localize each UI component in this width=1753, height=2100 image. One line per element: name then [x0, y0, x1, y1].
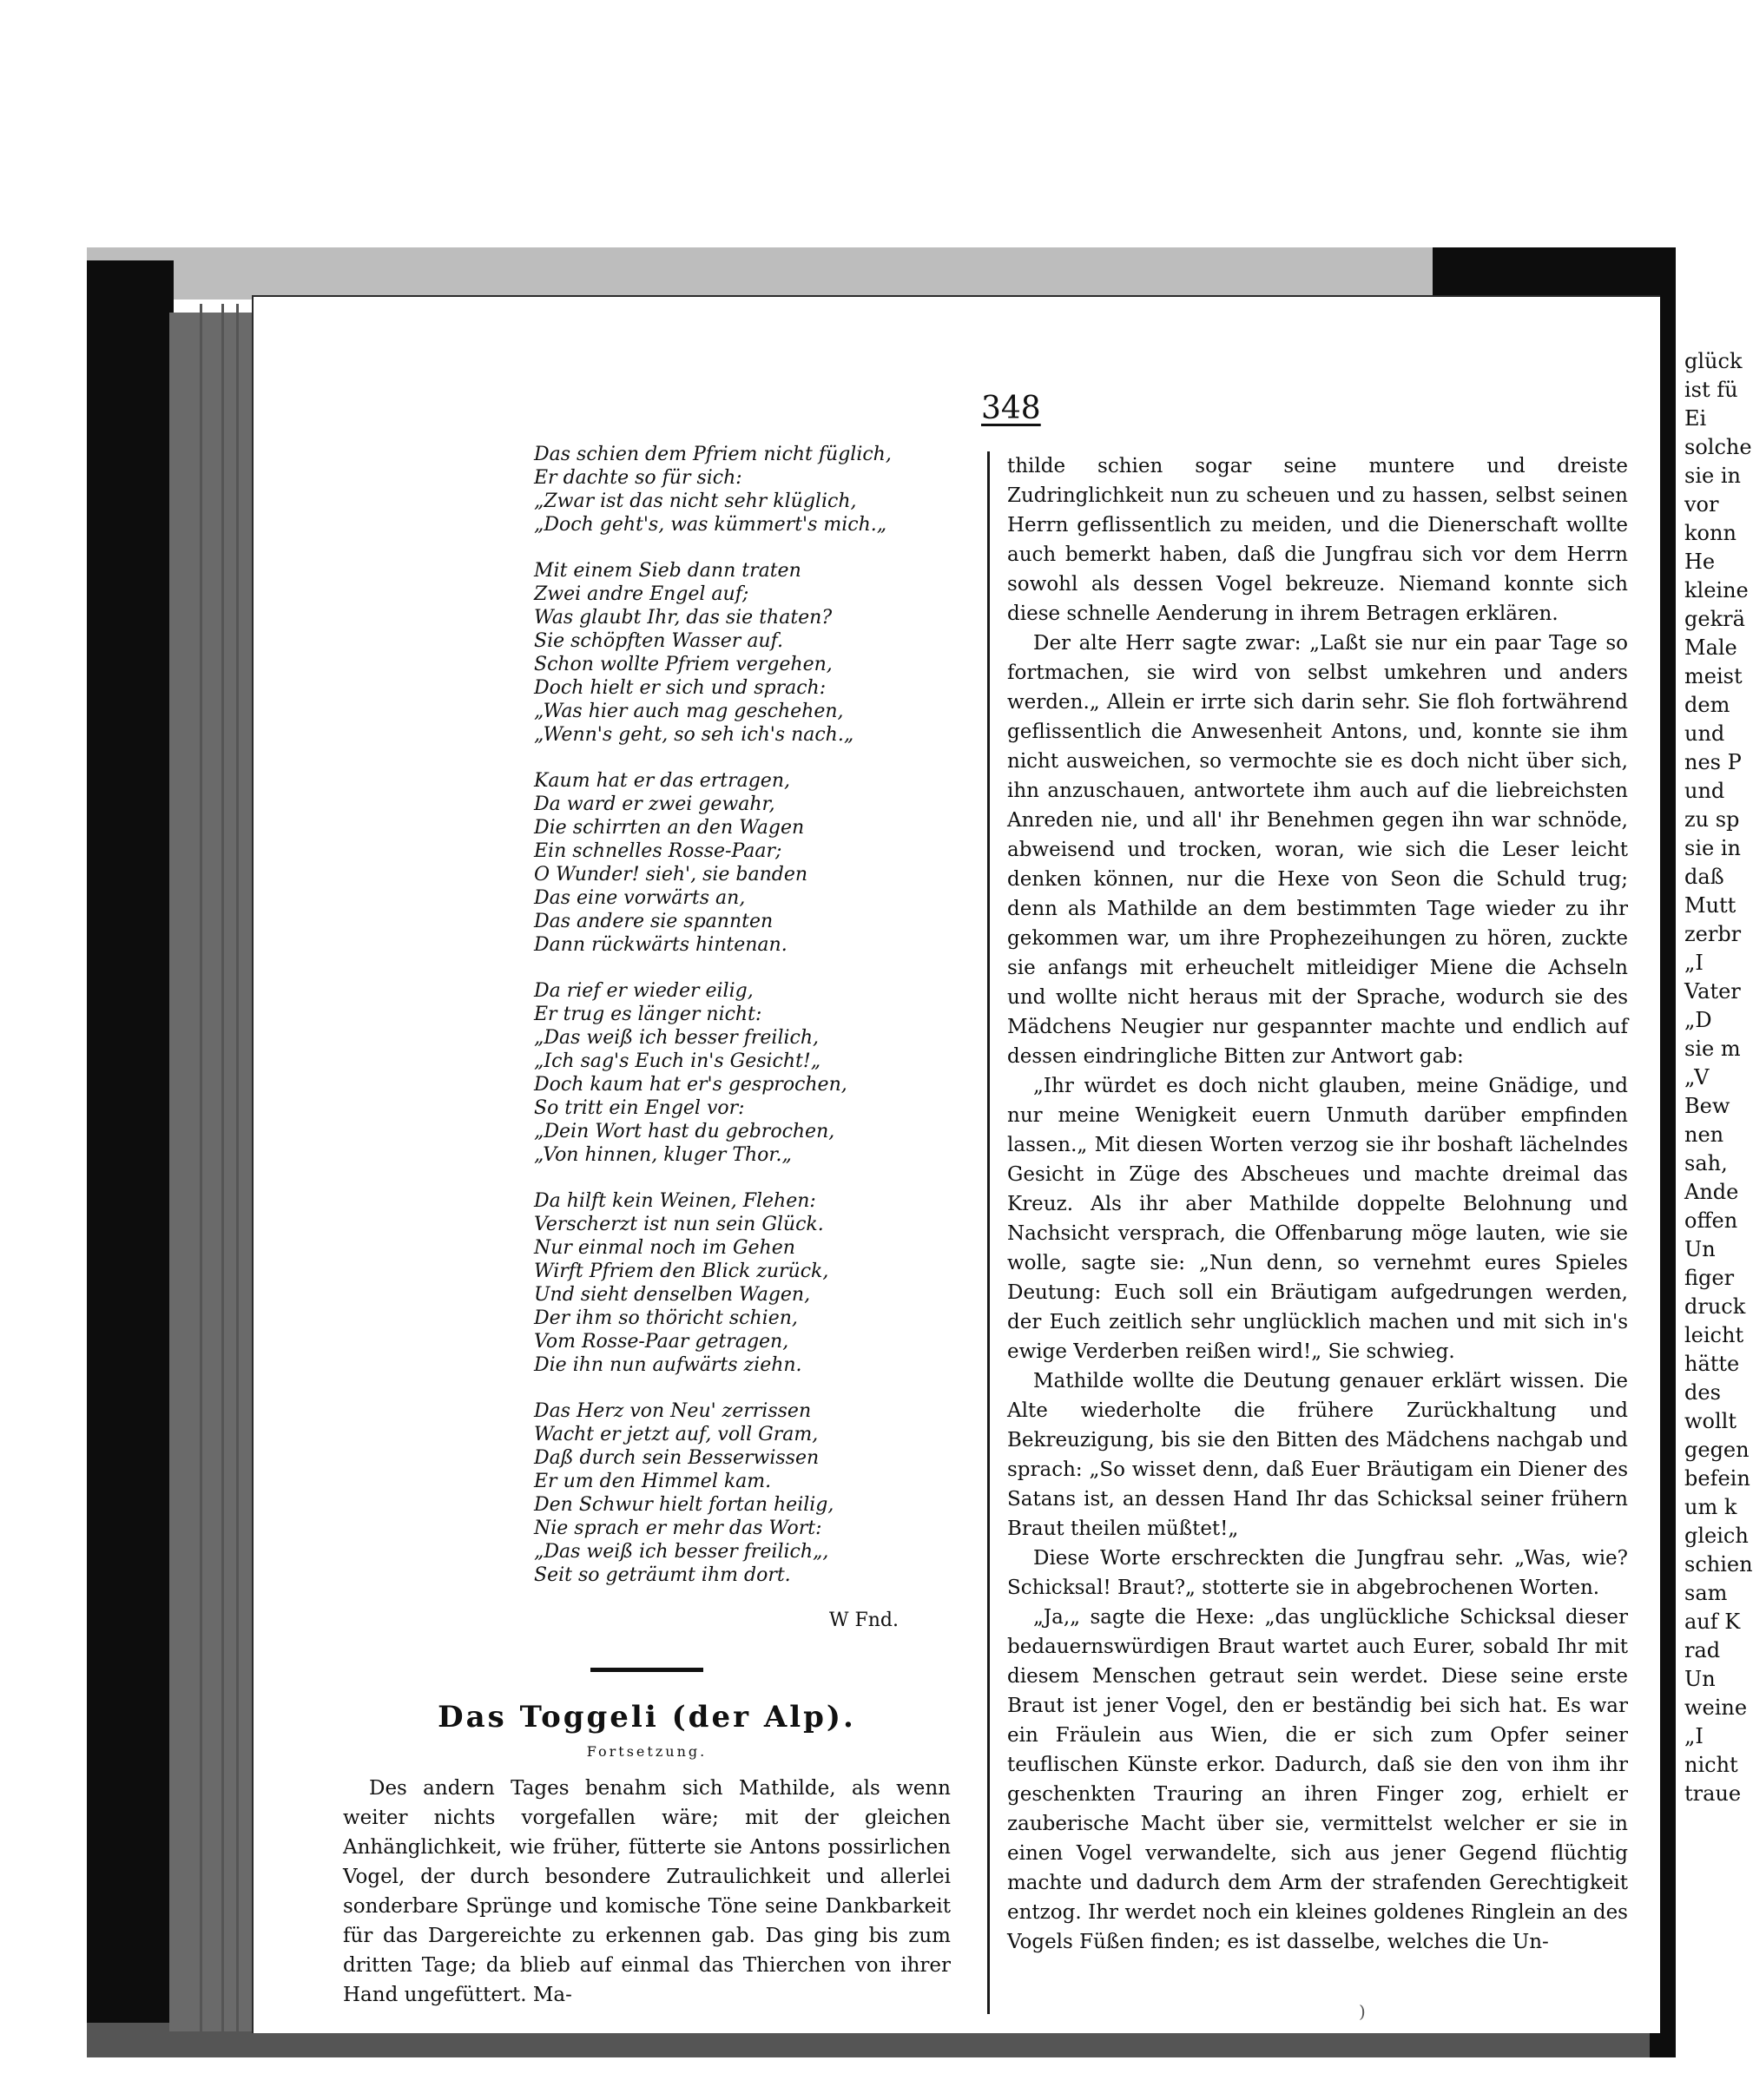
poem-line: Das andere sie spannten	[534, 911, 774, 932]
poem-line: Nur einmal noch im Gehen	[534, 1237, 795, 1259]
poem-line: Die schirrten an den Wagen	[534, 817, 805, 839]
poem-line: „Das weiß ich besser freilich„,	[534, 1541, 829, 1563]
next-page-line-fragment: und	[1684, 721, 1725, 746]
next-page-line-fragment: auf K	[1684, 1610, 1741, 1634]
page-edge-line	[221, 304, 224, 2031]
next-page-line-fragment: figer	[1684, 1266, 1735, 1290]
article-left-text	[343, 1774, 951, 2010]
page-edge-line	[236, 304, 239, 2031]
next-page-line-fragment: Mutt	[1684, 893, 1737, 918]
poem-signature: W Fnd.	[828, 1610, 899, 1631]
poem-line: Vom Rosse-Paar getragen,	[534, 1331, 789, 1353]
poem-line: Seit so geträumt ihm dort.	[534, 1564, 791, 1586]
next-page-line-fragment: „V	[1684, 1065, 1710, 1089]
poem-line: So tritt ein Engel vor:	[534, 1097, 745, 1119]
left-column	[343, 443, 951, 2010]
article-right-text	[1007, 451, 1628, 1957]
next-page-line-fragment: He	[1684, 550, 1716, 574]
poem-line: Mit einem Sieb dann traten	[534, 560, 801, 582]
poem-line: Die ihn nun aufwärts ziehn.	[534, 1354, 802, 1376]
next-page-line-fragment: ist fü	[1684, 378, 1738, 402]
poem-line: „Von hinnen, kluger Thor.„	[534, 1144, 792, 1166]
paragraph: „Ihr würdet es doch nicht glauben, meine Gnädige, und nur meine Wenigkeit euern Unmuth darüber empfinden lassen.„ Mit diesen Worten verzog sie ihr boshaft lächelndes Gesicht in Züge des Abscheues und machte dreimal das Kreuz. Als ihr aber Mathilde doppelte Belohnung und Nachsicht versprach, die Offenbarung möge lauten, wie sie wolle, sagte sie: „Nun denn, so vernehmt eures Spieles Deutung: Euch soll ein Bräutigam aufgedrungen werden, der Euch zeitlich sehr unglücklich machen und mit sich in's ewige Verderben reißen wird!„ Sie schwieg.	[1007, 1075, 1628, 1363]
paragraph: Der alte Herr sagte zwar: „Laßt sie nur ein paar Tage so fortmachen, sie wird von selbst umkehren und anders werden.„ Allein er irrte sich darin sehr. Sie floh fortwährend geflissentlich die Anwesenheit Antons, und, konnte sie ihm nicht ausweichen, so vermochte sie es doch nicht über sich, ihn anzuschauen, antwortete ihm auch auf die liebreichsten Anreden nie, und all' ihr Benehmen gegen ihn war schnöde, abweisend und trocken, woran, wie sich die Leser leicht denken können, nur die Hexe von Seon die Schuld trug; denn als Mathilde an dem bestimmten Tage wieder zu ihr gekommen war, um ihre Prophezeihungen zu hören, zuckte sie anfangs mit erheuchelt mitleidiger Miene die Achseln und wollte nicht heraus mit der Sprache, wodurch sie des Mädchens Neugier nur gespannter machte und endlich auf dessen eindringliche Bitten zur Antwort gab:	[1007, 632, 1628, 1068]
poem-line: Daß durch sein Besserwissen	[534, 1447, 820, 1469]
poem-stanza	[534, 443, 951, 537]
next-page-line-fragment: zu sp	[1684, 807, 1740, 832]
poem-line: Sie schöpften Wasser auf.	[534, 630, 783, 652]
scan-background-top-left	[87, 247, 1433, 300]
poem-line: Das Herz von Neu' zerrissen	[534, 1400, 812, 1422]
next-page-line-fragment: Un	[1684, 1667, 1716, 1691]
next-page-line-fragment: weine	[1684, 1695, 1748, 1720]
next-page-line-fragment: Male	[1684, 635, 1737, 660]
poem-line: Da rief er wieder eilig,	[534, 980, 754, 1002]
poem-line: „Doch geht's, was kümmert's mich.„	[534, 514, 887, 536]
next-page-line-fragment: wollt	[1684, 1409, 1737, 1433]
poem-line: Zwei andre Engel auf;	[534, 583, 749, 605]
next-page-line-fragment: dem	[1684, 693, 1730, 717]
next-page-line-fragment: sie in	[1684, 836, 1741, 860]
poem-line: Wacht er jetzt auf, voll Gram,	[534, 1424, 819, 1445]
next-page-line-fragment: „I	[1684, 951, 1704, 975]
next-page-line-fragment: hätte	[1684, 1352, 1740, 1376]
next-page-line-fragment: sam	[1684, 1581, 1728, 1605]
poem-line: Ein schnelles Rosse-Paar;	[534, 840, 782, 862]
paragraph: „Ja,„ sagte die Hexe: „das unglückliche Schicksal dieser bedauernswürdigen Braut wartet auch Eurer, sobald Ihr mit diesem Menschen getraut sein werdet. Diese seine erste Braut ist jener Vogel, den er beständig bei sich hat. Es war ein Fräulein aus Wien, die er sich zum Opfer seiner teuflischen Künste erkor. Dadurch, daß sie den von ihm ihr geschenkten Trauring an ihren Finger zog, erhielt er zauberische Macht über sie, vermittelst welcher er sie in einen Vogel verwandelte, sich aus jener Gegend flüchtig machte und dadurch dem Arm der strafenden Gerechtigkeit entzog. Ihr werdet noch ein kleines goldenes Ringlein an des Vogels Füßen finden; es ist dasselbe, welches die Un-	[1007, 1606, 1628, 1953]
book-spine-stack	[169, 313, 252, 2031]
next-page-line-fragment: daß	[1684, 865, 1724, 889]
poem-line: Er dachte so für sich:	[534, 467, 742, 489]
next-page-line-fragment: leicht	[1684, 1323, 1744, 1347]
next-page-line-fragment: Ande	[1684, 1180, 1739, 1204]
next-page-line-fragment: sie m	[1684, 1037, 1741, 1061]
poem	[343, 443, 951, 1587]
next-page-line-fragment: sie in	[1684, 464, 1741, 488]
paragraph: Des andern Tages benahm sich Mathilde, als wenn weiter nichts vorgefallen wäre; mit der gleichen Anhänglichkeit, wie früher, fütterte sie Antons possirlichen Vogel, der durch besondere Zutraulichkeit und allerlei sonderbare Sprünge und komische Töne seine Dankbarkeit für das Dargereichte zu erkennen gab. Das ging bis zum dritten Tage; da blieb auf einmal das Thierchen von ihrer Hand ungefüttert. Ma-	[343, 1777, 951, 2006]
poem-line: Er um den Himmel kam.	[534, 1471, 772, 1492]
next-page-line-fragment: traue	[1684, 1781, 1742, 1806]
page-number: 348	[981, 391, 1041, 426]
poem-stanza	[534, 979, 951, 1167]
poem-line: „Was hier auch mag geschehen,	[534, 701, 844, 722]
next-page-line-fragment: gegen	[1684, 1438, 1750, 1462]
poem-line: Da ward er zwei gewahr,	[534, 793, 775, 815]
poem-line: Der ihm so thöricht schien,	[534, 1307, 798, 1329]
article-subtitle: Fortsetzung.	[586, 1743, 708, 1760]
paragraph: thilde schien sogar seine muntere und dreiste Zudringlichkeit nun zu scheuen und zu hassen, selbst seinen Herrn geflissentlich zu meiden, und die Dienerschaft wollte auch bemerkt haben, daß die Jungfrau sich vor dem Herrn sowohl als dessen Vogel bekreuze. Niemand konnte sich diese schnelle Aenderung in ihrem Betragen erklären.	[1007, 455, 1628, 625]
next-page-line-fragment: solche	[1684, 435, 1752, 459]
next-page-line-fragment: nen	[1684, 1122, 1724, 1147]
next-page-line-fragment: gekrä	[1684, 607, 1745, 631]
next-page-line-fragment: konn	[1684, 521, 1737, 545]
next-page-line-fragment: sah,	[1684, 1151, 1728, 1175]
poem-line: Und sieht denselben Wagen,	[534, 1284, 811, 1306]
next-page-line-fragment: „D	[1684, 1008, 1712, 1032]
next-page-line-fragment: zerbr	[1684, 922, 1742, 946]
poem-line: Das schien dem Pfriem nicht füglich,	[534, 444, 892, 465]
next-page-line-fragment: des	[1684, 1380, 1721, 1405]
next-page-line-fragment: meist	[1684, 664, 1743, 688]
next-page-line-fragment: vor	[1684, 492, 1719, 517]
next-page-line-fragment: druck	[1684, 1294, 1746, 1319]
poem-line: Was glaubt Ihr, das sie thaten?	[534, 607, 833, 629]
poem-line: Dann rückwärts hintenan.	[534, 934, 788, 956]
next-page-fragment	[1676, 347, 1753, 2049]
section-divider	[590, 1668, 703, 1672]
paragraph: Mathilde wollte die Deutung genauer erklärt wissen. Die Alte wiederholte die frühere Zurückhaltung und Bekreuzigung, bis sie den Bitten des Mädchens nachgab und sprach: „So wisset denn, daß Euer Bräutigam ein Diener des Satans ist, an dessen Hand Ihr das Schicksal seiner frühern Braut theilen müßtet!„	[1007, 1370, 1628, 1540]
poem-line: Er trug es länger nicht:	[534, 1004, 762, 1025]
next-page-line-fragment: befein	[1684, 1466, 1750, 1491]
poem-stanza	[534, 769, 951, 957]
poem-line: „Zwar ist das nicht sehr klüglich,	[534, 490, 857, 512]
paragraph: Diese Worte erschreckten die Jungfrau sehr. „Was, wie? Schicksal! Braut?„ stotterte sie in abgebrochenen Worten.	[1007, 1547, 1628, 1599]
next-page-line-fragment: schien	[1684, 1552, 1753, 1577]
scan-background-left	[87, 260, 174, 2031]
page-mark: )	[1359, 2001, 1366, 2022]
next-page-line-fragment: Un	[1684, 1237, 1716, 1261]
poem-stanza	[534, 1399, 951, 1587]
poem-stanza	[534, 559, 951, 747]
poem-line: „Ich sag's Euch in's Gesicht!„	[534, 1050, 821, 1072]
article-title: Das Toggeli (der Alp).	[438, 1700, 856, 1735]
right-column	[1007, 451, 1628, 1957]
page-edge-line	[200, 304, 202, 2031]
poem-line: „Wenn's geht, so seh ich's nach.„	[534, 724, 854, 746]
poem-line: O Wunder! sieh', sie banden	[534, 864, 808, 885]
poem-line: Da hilft kein Weinen, Flehen:	[534, 1190, 816, 1212]
poem-line: Doch hielt er sich und sprach:	[534, 677, 827, 699]
poem-line: Schon wollte Pfriem vergehen,	[534, 654, 833, 675]
column-divider	[987, 451, 990, 2014]
poem-line: Wirft Pfriem den Blick zurück,	[534, 1261, 829, 1282]
poem-line: Kaum hat er das ertragen,	[534, 770, 790, 792]
next-page-line-fragment: nicht	[1684, 1753, 1738, 1777]
poem-line: Doch kaum hat er's gesprochen,	[534, 1074, 847, 1096]
next-page-line-fragment: Bew	[1684, 1094, 1730, 1118]
poem-line: „Dein Wort hast du gebrochen,	[534, 1121, 835, 1142]
next-page-line-fragment: nes P	[1684, 750, 1742, 774]
next-page-line-fragment: um k	[1684, 1495, 1737, 1519]
next-page-line-fragment: rad	[1684, 1638, 1721, 1662]
next-page-line-fragment: gleich	[1684, 1524, 1749, 1548]
next-page-line-fragment: kleine	[1684, 578, 1749, 602]
next-page-line-fragment: „I	[1684, 1724, 1704, 1748]
next-page-line-fragment: Vater	[1684, 979, 1741, 1004]
poem-line: Nie sprach er mehr das Wort:	[534, 1517, 822, 1539]
next-page-line-fragment: Ei	[1684, 406, 1707, 431]
poem-line: Verscherzt ist nun sein Glück.	[534, 1214, 824, 1235]
next-page-line-fragment: offen	[1684, 1208, 1738, 1233]
poem-line: „Das weiß ich besser freilich,	[534, 1027, 820, 1049]
poem-stanza	[534, 1189, 951, 1377]
poem-line: Den Schwur hielt fortan heilig,	[534, 1494, 834, 1516]
poem-line: Das eine vorwärts an,	[534, 887, 746, 909]
next-page-line-fragment: und	[1684, 779, 1725, 803]
next-page-line-fragment: glück	[1684, 349, 1743, 373]
